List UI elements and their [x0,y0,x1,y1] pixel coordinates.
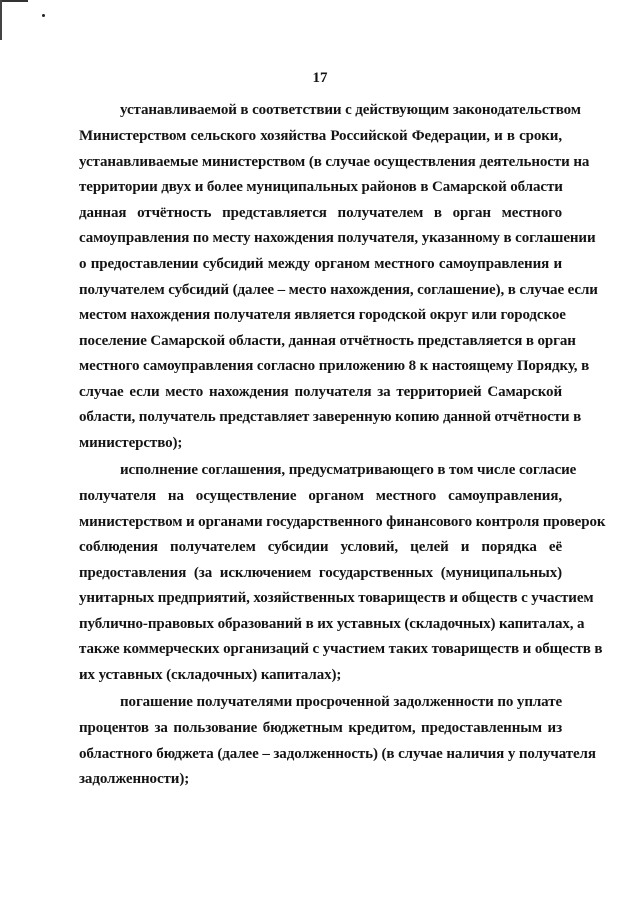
paragraph-3-line-4: задолженности); [79,771,190,787]
paragraph-1-line-9: местом нахождения получателя является городской округ или городское [79,307,566,323]
paragraph-1-line-14: министерство); [79,435,183,451]
paragraph-3-line-2: процентов за пользование бюджетным кредитом, предоставленным из [79,720,562,736]
paragraph-2-line-3: министерством и органами государственного финансового контроля проверок [79,514,606,530]
paragraph-1-line-2: Министерством сельского хозяйства Российской Федерации, и в сроки, [79,128,562,144]
paragraph-2-line-8: также коммерческих организаций с участием таких товариществ и обществ в [79,641,603,657]
paragraph-2-line-7: публично-правовых образований в их уставных (складочных) капиталах, а [79,616,585,632]
paragraph-1-line-12: случае если место нахождения получателя за территорией Самарской [79,384,562,400]
paragraph-1-line-10: поселение Самарской области, данная отчётность представляется в орган [79,333,576,349]
paragraph-3-line-1: погашение получателями просроченной задолженности по уплате [120,694,563,710]
paragraph-1-line-13: области, получатель представляет заверенную копию данной отчётности в [79,409,582,425]
paragraph-2-line-2: получателя на осуществление органом местного самоуправления, [79,488,562,504]
paragraph-3-line-3: областного бюджета (далее – задолженность) (в случае наличия у получателя [79,746,596,762]
page-number: 17 [312,70,328,86]
paragraph-2-line-9: их уставных (складочных) капиталах); [79,667,342,683]
paragraph-2-line-5: предоставления (за исключением государственных (муниципальных) [79,565,562,581]
scan-dot [42,14,45,17]
paragraph-1-line-3: устанавливаемые министерством (в случае осуществления деятельности на [79,154,590,170]
paragraph-1-line-5: данная отчётность представляется получателем в орган местного [79,205,562,221]
paragraph-2-line-1: исполнение соглашения, предусматривающего в том числе согласие [120,462,577,478]
scan-edge-mark-vertical [0,0,2,40]
paragraph-1-line-8: получателем субсидий (далее – место нахождения, соглашение), в случае если [79,282,598,298]
paragraph-2-line-4: соблюдения получателем субсидии условий, целей и порядка её [79,539,562,555]
paragraph-2-line-6: унитарных предприятий, хозяйственных товариществ и обществ с участием [79,590,594,606]
paragraph-1-line-11: местного самоуправления согласно приложению 8 к настоящему Порядку, в [79,358,590,374]
paragraph-1-line-4: территории двух и более муниципальных районов в Самарской области [79,179,563,195]
scan-edge-mark [0,0,28,2]
paragraph-1-line-7: о предоставлении субсидий между органом местного самоуправления и [79,256,562,272]
paragraph-1-line-6: самоуправления по месту нахождения получателя, указанному в соглашении [79,230,596,246]
paragraph-1-line-1: устанавливаемой в соответствии с действующим законодательством [120,102,581,118]
